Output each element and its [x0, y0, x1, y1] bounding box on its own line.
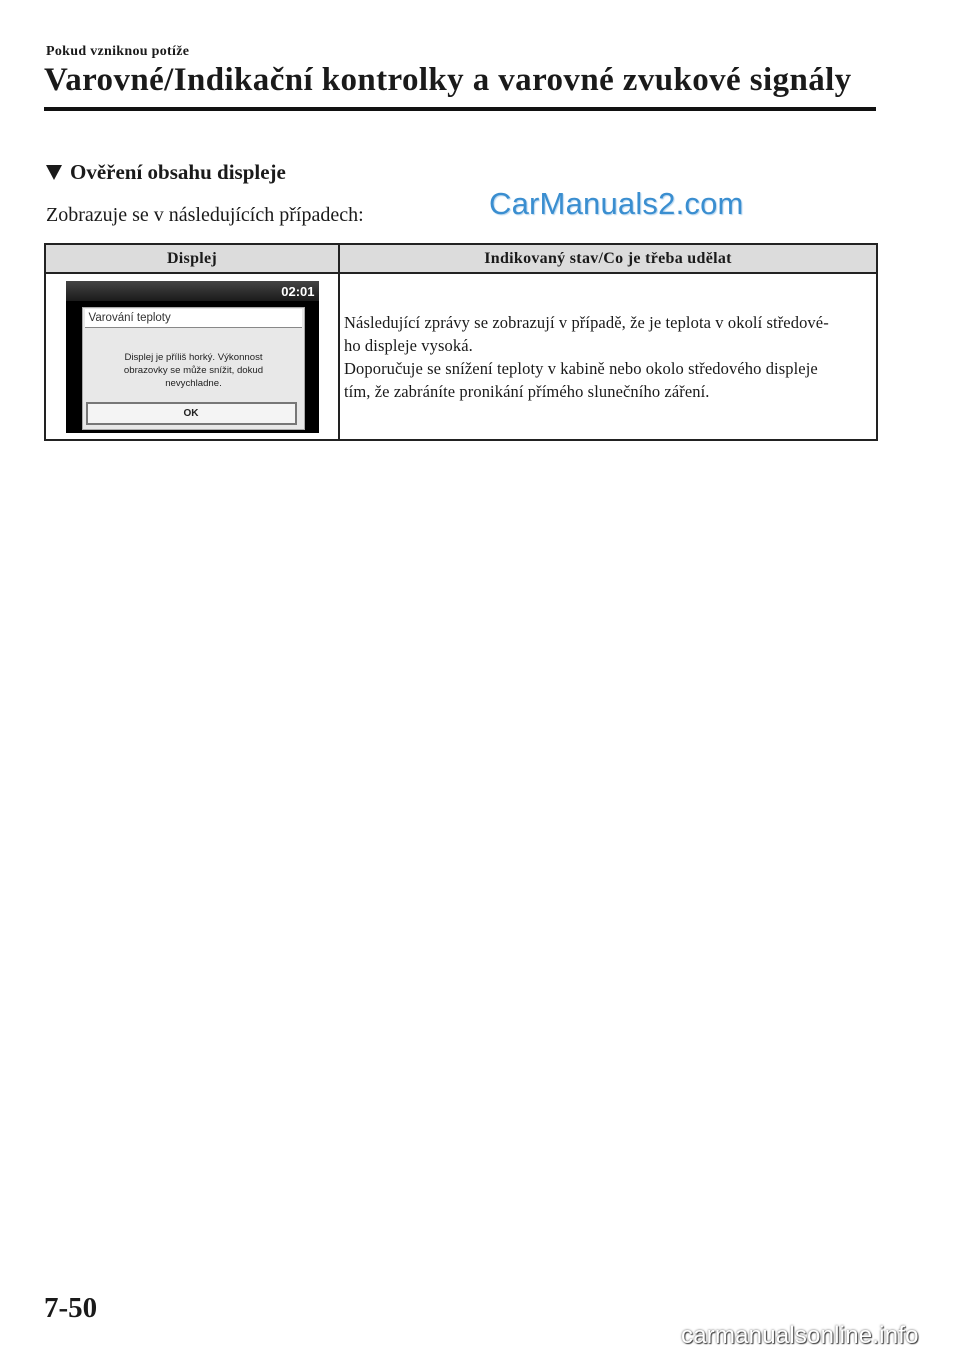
subheading-text: Ověření obsahu displeje	[70, 160, 286, 184]
warning-dialog	[82, 307, 305, 430]
intro-text: Zobrazuje se v následujících případech:	[46, 204, 364, 226]
table-header-row	[45, 244, 877, 273]
display-cell	[45, 273, 339, 440]
table-row	[45, 273, 877, 440]
description-line: Následující zprávy se zobrazují v případě, že je teplota v okolí středové-	[344, 312, 829, 332]
dialog-message-line: Displej je příliš horký. Výkonnost	[124, 351, 263, 363]
display-screen-illustration	[66, 281, 319, 433]
dialog-message-line: obrazovky se může snížit, dokud	[123, 364, 264, 376]
info-table	[44, 243, 878, 441]
status-bar	[66, 281, 319, 301]
watermark-logo[interactable]: CarManuals2.com	[489, 186, 744, 221]
description-line: Doporučuje se snížení teploty v kabině nebo okolo středového displeje	[344, 358, 818, 378]
section-label: Pokud vzniknou potíže	[46, 44, 190, 59]
subheading	[46, 160, 286, 185]
title-rule	[44, 107, 876, 111]
dialog-title: Varování teploty	[85, 309, 302, 328]
description-line: ho displeje vysoká.	[344, 335, 473, 355]
description-line: tím, že zabráníte pronikání přímého slunečního záření.	[344, 381, 710, 401]
page-number: 7-50	[44, 1292, 98, 1324]
watermark-footer[interactable]: carmanualsonline.info	[681, 1322, 919, 1349]
ok-button: OK	[86, 402, 297, 425]
clock: 02:01	[281, 283, 315, 299]
dialog-message	[89, 351, 299, 390]
column-header-status: Indikovaný stav/Co je třeba udělat	[339, 244, 877, 273]
column-header-display: Displej	[45, 244, 339, 273]
dialog-message-line: nevychladne.	[165, 377, 222, 389]
triangle-down-icon	[46, 165, 62, 180]
description-cell	[339, 273, 877, 440]
page-title: Varovné/Indikační kontrolky a varovné zvukové signály	[44, 62, 852, 98]
